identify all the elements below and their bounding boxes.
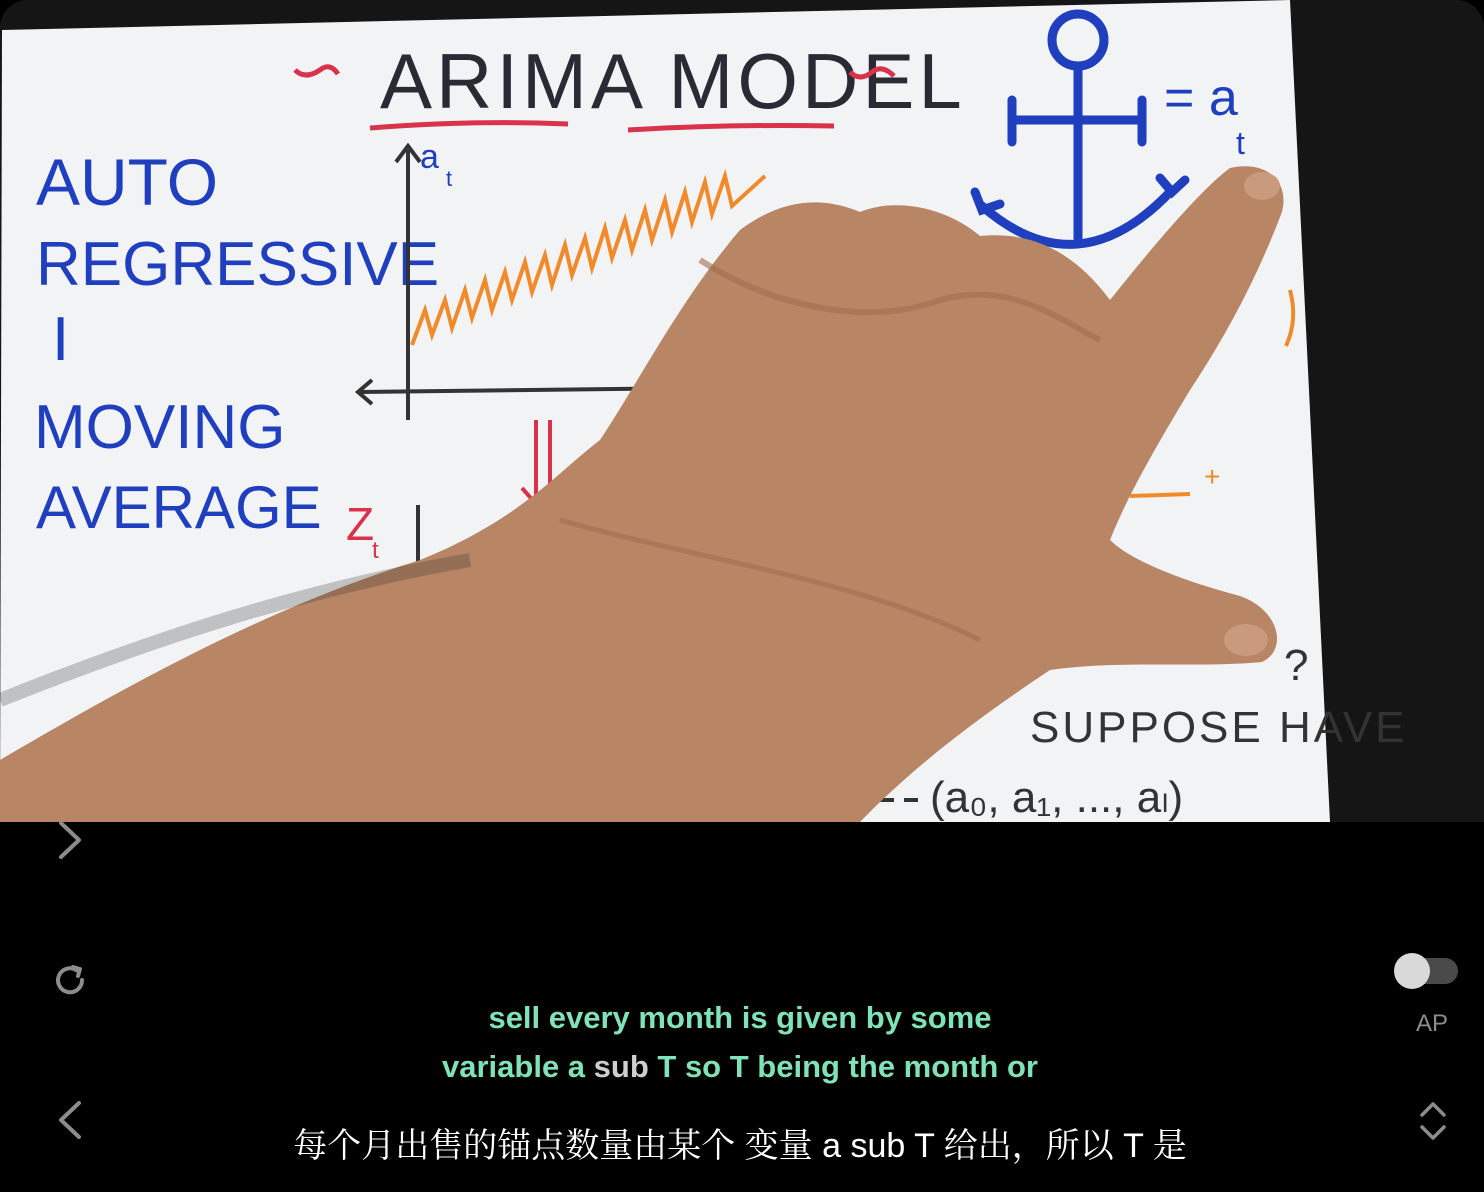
expand-collapse-chevrons-icon[interactable] <box>1410 1096 1456 1146</box>
subtitle-english-line-2-part-c: T so T being the month or <box>648 1049 1038 1084</box>
svg-text:+: + <box>1204 461 1221 492</box>
expand-chevron-right-icon[interactable] <box>44 812 96 868</box>
acronym-auto: AUTO <box>36 145 219 219</box>
back-chevron-left-icon[interactable] <box>44 1092 96 1148</box>
whiteboard-title: ARIMA MODEL <box>380 37 966 125</box>
acronym-moving: MOVING <box>34 393 286 462</box>
subtitle-english-line-1: sell every month is given by some <box>488 1000 992 1035</box>
ap-toggle[interactable] <box>1394 953 1464 987</box>
subtitle-english-line-2-part-a: variable a <box>442 1049 594 1084</box>
ap-label: AP <box>1415 1010 1448 1037</box>
acronym-regressive: REGRESSIVE <box>36 230 440 299</box>
svg-text:?: ? <box>1284 641 1309 690</box>
anchor-equals-label: = a <box>1164 69 1238 127</box>
subtitle-english-line-2-part-b: sub <box>593 1049 649 1084</box>
axis-label-z: Z <box>346 498 375 550</box>
axis-label-a: a <box>420 138 439 176</box>
anchor-equals-sub: t <box>1236 125 1245 161</box>
refresh-icon[interactable] <box>46 956 94 1004</box>
acronym-average: AVERAGE <box>36 474 322 541</box>
note-suppose-have: SUPPOSE HAVE <box>1030 703 1408 752</box>
axis-label-a-sub: t <box>446 166 453 191</box>
ap-toggle-knob <box>1394 953 1430 989</box>
subtitle-english-line-2 <box>240 1042 1240 1091</box>
acronym-i: I <box>52 305 70 374</box>
note-sequence: (a₀, a₁, ..., aₗ) <box>930 773 1184 822</box>
subtitle-chinese-line: 每个月出售的锚点数量由某个 变量 a sub T 给出，所以 T 是 <box>293 1127 1187 1165</box>
axis-label-z-sub: t <box>372 537 379 564</box>
